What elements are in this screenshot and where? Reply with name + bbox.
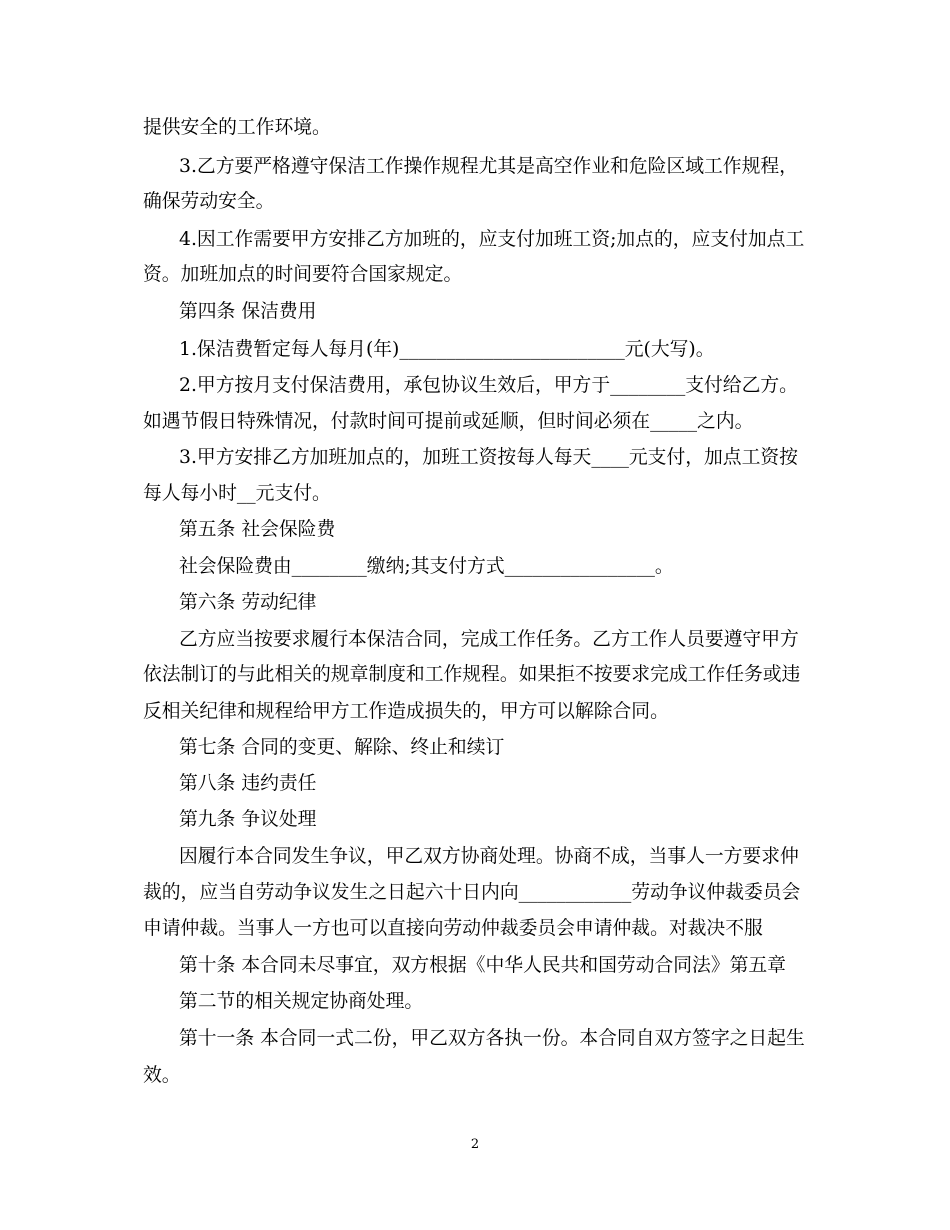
text-line: 2.甲方按月支付保洁费用，承包协议生效后，甲方于________支付给乙方。: [179, 375, 798, 396]
text-line: 裁的，应当自劳动争议发生之日起六十日内向____________劳动争议仲裁委员会: [143, 882, 801, 903]
text-line: 乙方应当按要求履行本保洁合同，完成工作任务。乙方工作人员要遵守甲方: [179, 629, 799, 650]
text-line: 3.甲方安排乙方加班加点的，加班工资按每人每天____元支付，加点工资按: [179, 447, 798, 468]
text-line: 社会保险费由________缴纳;其支付方式________________。: [179, 556, 674, 577]
text-line: 第九条 争议处理: [179, 809, 317, 830]
text-line: 1.保洁费暂定每人每月(年)________________________元(大写)。: [179, 339, 715, 360]
text-line: 第七条 合同的变更、解除、终止和续订: [179, 737, 505, 758]
text-line: 第十一条 本合同一式二份，甲乙双方各执一份。本合同自双方签字之日起生: [179, 1028, 805, 1049]
page-number: 2: [470, 1137, 480, 1152]
text-line: 4.因工作需要甲方安排乙方加班的，应支付加班工资;加点的，应支付加点工: [179, 229, 805, 250]
text-line: 第十条 本合同未尽事宜，双方根据《中华人民共和国劳动合同法》第五章: [179, 955, 786, 976]
text-line: 效。: [143, 1065, 181, 1086]
text-line: 如遇节假日特殊情况，付款时间可提前或延顺，但时间必须在_____之内。: [143, 411, 754, 432]
text-line: 第五条 社会保险费: [179, 519, 336, 540]
text-line: 资。加班加点的时间要符合国家规定。: [143, 264, 463, 285]
text-line: 第四条 保洁费用: [179, 301, 317, 322]
text-line: 因履行本合同发生争议，甲乙双方协商处理。协商不成，当事人一方要求仲: [179, 846, 799, 867]
text-line: 每人每小时__元支付。: [143, 483, 331, 504]
text-line: 申请仲裁。当事人一方也可以直接向劳动仲裁委员会申请仲裁。对裁决不服: [143, 918, 763, 939]
text-line: 反相关纪律和规程给甲方工作造成损失的，甲方可以解除合同。: [143, 701, 669, 722]
text-line: 第二节的相关规定协商处理。: [179, 991, 424, 1012]
text-line: 确保劳动安全。: [143, 191, 275, 212]
text-line: 第八条 违约责任: [179, 773, 317, 794]
text-line: 提供安全的工作环境。: [143, 117, 331, 138]
text-line: 依法制订的与此相关的规章制度和工作规程。如果拒不按要求完成工作任务或违: [143, 664, 801, 685]
text-line: 第六条 劳动纪律: [179, 592, 317, 613]
text-line: 3.乙方要严格遵守保洁工作操作规程尤其是高空作业和危险区域工作规程，: [179, 156, 798, 177]
